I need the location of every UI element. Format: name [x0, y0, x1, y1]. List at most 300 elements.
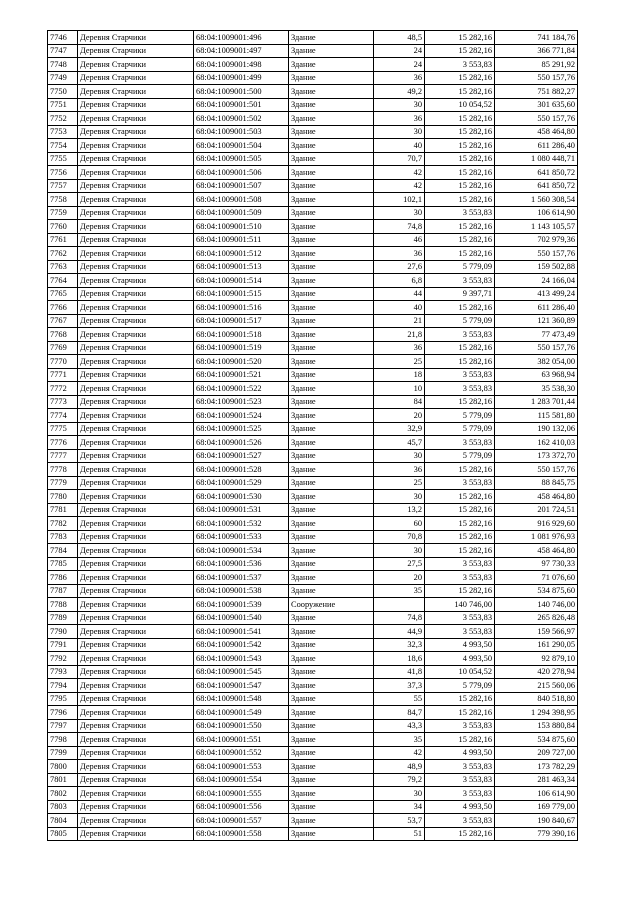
specific-value-cell: 5 779,09: [425, 422, 495, 436]
locality-cell: Деревня Старчики: [78, 760, 194, 774]
area-cell: 30: [374, 787, 425, 801]
locality-cell: Деревня Старчики: [78, 341, 194, 355]
object-type-cell: Здание: [289, 530, 374, 544]
area-cell: 42: [374, 746, 425, 760]
locality-cell: Деревня Старчики: [78, 449, 194, 463]
cadastral-value-cell: 190 840,67: [495, 814, 578, 828]
cadastral-number-cell: 68:04:1009001:496: [194, 31, 289, 45]
table-row: [48, 733, 578, 747]
row-number: 7792: [48, 652, 78, 666]
table-row: [48, 517, 578, 531]
area-cell: 21,8: [374, 328, 425, 342]
specific-value-cell: 15 282,16: [425, 517, 495, 531]
row-number: 7763: [48, 260, 78, 274]
object-type-cell: Здание: [289, 260, 374, 274]
specific-value-cell: 15 282,16: [425, 179, 495, 193]
cadastral-number-cell: 68:04:1009001:540: [194, 611, 289, 625]
object-type-cell: Здание: [289, 71, 374, 85]
locality-cell: Деревня Старчики: [78, 611, 194, 625]
locality-cell: Деревня Старчики: [78, 746, 194, 760]
table-row: [48, 584, 578, 598]
specific-value-cell: 3 553,83: [425, 719, 495, 733]
cadastral-value-cell: 420 278,94: [495, 665, 578, 679]
row-number: 7800: [48, 760, 78, 774]
row-number: 7782: [48, 517, 78, 531]
object-type-cell: Здание: [289, 328, 374, 342]
area-cell: 42: [374, 179, 425, 193]
object-type-cell: Здание: [289, 220, 374, 234]
table-row: [48, 274, 578, 288]
object-type-cell: Здание: [289, 746, 374, 760]
cadastral-number-cell: 68:04:1009001:519: [194, 341, 289, 355]
cadastral-number-cell: 68:04:1009001:525: [194, 422, 289, 436]
cadastral-number-cell: 68:04:1009001:549: [194, 706, 289, 720]
specific-value-cell: 4 993,50: [425, 800, 495, 814]
specific-value-cell: 15 282,16: [425, 233, 495, 247]
row-number: 7748: [48, 58, 78, 72]
locality-cell: Деревня Старчики: [78, 98, 194, 112]
area-cell: 36: [374, 112, 425, 126]
locality-cell: Деревня Старчики: [78, 58, 194, 72]
row-number: 7778: [48, 463, 78, 477]
locality-cell: Деревня Старчики: [78, 598, 194, 612]
area-cell: 35: [374, 733, 425, 747]
specific-value-cell: 4 993,50: [425, 746, 495, 760]
cadastral-number-cell: 68:04:1009001:556: [194, 800, 289, 814]
specific-value-cell: 3 553,83: [425, 557, 495, 571]
cadastral-number-cell: 68:04:1009001:536: [194, 557, 289, 571]
specific-value-cell: 15 282,16: [425, 31, 495, 45]
table-row: [48, 719, 578, 733]
area-cell: 27,6: [374, 260, 425, 274]
specific-value-cell: 15 282,16: [425, 85, 495, 99]
area-cell: 35: [374, 584, 425, 598]
area-cell: 20: [374, 571, 425, 585]
locality-cell: Деревня Старчики: [78, 31, 194, 45]
area-cell: 84,7: [374, 706, 425, 720]
cadastral-number-cell: 68:04:1009001:543: [194, 652, 289, 666]
table-row: [48, 679, 578, 693]
cadastral-value-cell: 550 157,76: [495, 463, 578, 477]
specific-value-cell: 15 282,16: [425, 395, 495, 409]
area-cell: 40: [374, 301, 425, 315]
locality-cell: Деревня Старчики: [78, 652, 194, 666]
cadastral-number-cell: 68:04:1009001:523: [194, 395, 289, 409]
table-row: [48, 247, 578, 261]
object-type-cell: Здание: [289, 719, 374, 733]
row-number: 7781: [48, 503, 78, 517]
row-number: 7760: [48, 220, 78, 234]
area-cell: 37,3: [374, 679, 425, 693]
row-number: 7752: [48, 112, 78, 126]
specific-value-cell: 15 282,16: [425, 220, 495, 234]
table-row: [48, 71, 578, 85]
cadastral-number-cell: 68:04:1009001:499: [194, 71, 289, 85]
table-row: [48, 193, 578, 207]
table-row: [48, 179, 578, 193]
object-type-cell: Здание: [289, 139, 374, 153]
area-cell: 36: [374, 341, 425, 355]
cadastral-number-cell: 68:04:1009001:548: [194, 692, 289, 706]
row-number: 7746: [48, 31, 78, 45]
cadastral-number-cell: 68:04:1009001:513: [194, 260, 289, 274]
cadastral-number-cell: 68:04:1009001:553: [194, 760, 289, 774]
specific-value-cell: 15 282,16: [425, 706, 495, 720]
object-type-cell: Здание: [289, 355, 374, 369]
table-row: [48, 382, 578, 396]
area-cell: 20: [374, 409, 425, 423]
cadastral-value-cell: 1 143 105,57: [495, 220, 578, 234]
area-cell: 30: [374, 206, 425, 220]
row-number: 7772: [48, 382, 78, 396]
cadastral-value-cell: 1 294 398,95: [495, 706, 578, 720]
row-number: 7768: [48, 328, 78, 342]
object-type-cell: Здание: [289, 611, 374, 625]
area-cell: 36: [374, 71, 425, 85]
cadastral-number-cell: 68:04:1009001:501: [194, 98, 289, 112]
locality-cell: Деревня Старчики: [78, 368, 194, 382]
row-number: 7790: [48, 625, 78, 639]
object-type-cell: Здание: [289, 409, 374, 423]
row-number: 7753: [48, 125, 78, 139]
table-row: [48, 233, 578, 247]
specific-value-cell: 15 282,16: [425, 733, 495, 747]
table-row: [48, 800, 578, 814]
specific-value-cell: 3 553,83: [425, 382, 495, 396]
table-row: [48, 746, 578, 760]
cadastral-number-cell: 68:04:1009001:507: [194, 179, 289, 193]
area-cell: 43,3: [374, 719, 425, 733]
cadastral-number-cell: 68:04:1009001:505: [194, 152, 289, 166]
area-cell: 74,8: [374, 611, 425, 625]
locality-cell: Деревня Старчики: [78, 530, 194, 544]
cadastral-value-cell: 161 290,05: [495, 638, 578, 652]
area-cell: 30: [374, 98, 425, 112]
cadastral-value-cell: 173 782,29: [495, 760, 578, 774]
specific-value-cell: 15 282,16: [425, 692, 495, 706]
cadastral-value-cell: 611 286,40: [495, 139, 578, 153]
specific-value-cell: 15 282,16: [425, 544, 495, 558]
area-cell: 24: [374, 44, 425, 58]
table-row: [48, 422, 578, 436]
row-number: 7773: [48, 395, 78, 409]
specific-value-cell: 15 282,16: [425, 152, 495, 166]
table-row: [48, 611, 578, 625]
object-type-cell: Здание: [289, 44, 374, 58]
table-row: [48, 436, 578, 450]
locality-cell: Деревня Старчики: [78, 139, 194, 153]
table-row: [48, 152, 578, 166]
row-number: 7791: [48, 638, 78, 652]
locality-cell: Деревня Старчики: [78, 112, 194, 126]
locality-cell: Деревня Старчики: [78, 625, 194, 639]
cadastral-value-cell: 159 566,97: [495, 625, 578, 639]
row-number: 7780: [48, 490, 78, 504]
table-row: [48, 827, 578, 841]
locality-cell: Деревня Старчики: [78, 328, 194, 342]
table-row: [48, 652, 578, 666]
row-number: 7794: [48, 679, 78, 693]
specific-value-cell: 3 553,83: [425, 476, 495, 490]
cadastral-value-cell: 840 518,80: [495, 692, 578, 706]
table-row: [48, 544, 578, 558]
row-number: 7799: [48, 746, 78, 760]
row-number: 7762: [48, 247, 78, 261]
table-row: [48, 314, 578, 328]
table-row: [48, 773, 578, 787]
object-type-cell: Здание: [289, 625, 374, 639]
object-type-cell: Здание: [289, 314, 374, 328]
cadastral-number-cell: 68:04:1009001:508: [194, 193, 289, 207]
table-row: [48, 260, 578, 274]
cadastral-number-cell: 68:04:1009001:498: [194, 58, 289, 72]
row-number: 7747: [48, 44, 78, 58]
locality-cell: Деревня Старчики: [78, 733, 194, 747]
cadastral-value-cell: 550 157,76: [495, 71, 578, 85]
specific-value-cell: 3 553,83: [425, 571, 495, 585]
cadastral-number-cell: 68:04:1009001:532: [194, 517, 289, 531]
locality-cell: Деревня Старчики: [78, 787, 194, 801]
object-type-cell: Здание: [289, 760, 374, 774]
specific-value-cell: 15 282,16: [425, 71, 495, 85]
locality-cell: Деревня Старчики: [78, 719, 194, 733]
row-number: 7783: [48, 530, 78, 544]
table-row: [48, 301, 578, 315]
locality-cell: Деревня Старчики: [78, 206, 194, 220]
specific-value-cell: 3 553,83: [425, 787, 495, 801]
row-number: 7776: [48, 436, 78, 450]
cadastral-number-cell: 68:04:1009001:522: [194, 382, 289, 396]
area-cell: 46: [374, 233, 425, 247]
table-row: [48, 692, 578, 706]
table-row: [48, 368, 578, 382]
table-row: [48, 31, 578, 45]
locality-cell: Деревня Старчики: [78, 409, 194, 423]
locality-cell: Деревня Старчики: [78, 490, 194, 504]
row-number: 7755: [48, 152, 78, 166]
table-row: [48, 665, 578, 679]
table-body: [48, 31, 578, 841]
cadastral-value-cell: 741 184,76: [495, 31, 578, 45]
cadastral-number-cell: 68:04:1009001:538: [194, 584, 289, 598]
object-type-cell: Здание: [289, 233, 374, 247]
cadastral-value-cell: 550 157,76: [495, 341, 578, 355]
locality-cell: Деревня Старчики: [78, 638, 194, 652]
table-row: [48, 571, 578, 585]
cadastral-number-cell: 68:04:1009001:547: [194, 679, 289, 693]
cadastral-value-cell: 458 464,80: [495, 125, 578, 139]
table-row: [48, 341, 578, 355]
specific-value-cell: 3 553,83: [425, 814, 495, 828]
cadastral-value-cell: 366 771,84: [495, 44, 578, 58]
specific-value-cell: 5 779,09: [425, 409, 495, 423]
cadastral-value-cell: 35 538,30: [495, 382, 578, 396]
specific-value-cell: 4 993,50: [425, 638, 495, 652]
cadastral-number-cell: 68:04:1009001:530: [194, 490, 289, 504]
locality-cell: Деревня Старчики: [78, 382, 194, 396]
area-cell: 32,9: [374, 422, 425, 436]
object-type-cell: Здание: [289, 814, 374, 828]
cadastral-value-cell: 1 081 976,93: [495, 530, 578, 544]
locality-cell: Деревня Старчики: [78, 800, 194, 814]
specific-value-cell: 10 054,52: [425, 98, 495, 112]
area-cell: 25: [374, 476, 425, 490]
locality-cell: Деревня Старчики: [78, 247, 194, 261]
cadastral-number-cell: 68:04:1009001:541: [194, 625, 289, 639]
object-type-cell: Здание: [289, 733, 374, 747]
locality-cell: Деревня Старчики: [78, 274, 194, 288]
cadastral-number-cell: 68:04:1009001:557: [194, 814, 289, 828]
cadastral-value-cell: 97 730,33: [495, 557, 578, 571]
object-type-cell: Здание: [289, 449, 374, 463]
cadastral-number-cell: 68:04:1009001:554: [194, 773, 289, 787]
area-cell: 36: [374, 247, 425, 261]
cadastral-number-cell: 68:04:1009001:537: [194, 571, 289, 585]
specific-value-cell: 15 282,16: [425, 530, 495, 544]
object-type-cell: Здание: [289, 557, 374, 571]
specific-value-cell: 5 779,09: [425, 260, 495, 274]
cadastral-value-cell: 63 968,94: [495, 368, 578, 382]
locality-cell: Деревня Старчики: [78, 827, 194, 841]
object-type-cell: Здание: [289, 31, 374, 45]
object-type-cell: Здание: [289, 98, 374, 112]
object-type-cell: Здание: [289, 800, 374, 814]
object-type-cell: Здание: [289, 692, 374, 706]
area-cell: 51: [374, 827, 425, 841]
cadastral-value-cell: 1 080 448,71: [495, 152, 578, 166]
table-row: [48, 476, 578, 490]
object-type-cell: Здание: [289, 85, 374, 99]
cadastral-value-cell: 106 614,90: [495, 787, 578, 801]
area-cell: 60: [374, 517, 425, 531]
area-cell: 55: [374, 692, 425, 706]
object-type-cell: Здание: [289, 476, 374, 490]
row-number: 7769: [48, 341, 78, 355]
object-type-cell: Здание: [289, 517, 374, 531]
cadastral-number-cell: 68:04:1009001:506: [194, 166, 289, 180]
specific-value-cell: 15 282,16: [425, 139, 495, 153]
table-row: [48, 125, 578, 139]
cadastral-number-cell: 68:04:1009001:529: [194, 476, 289, 490]
row-number: 7770: [48, 355, 78, 369]
specific-value-cell: 15 282,16: [425, 125, 495, 139]
cadastral-value-cell: 85 291,92: [495, 58, 578, 72]
area-cell: 53,7: [374, 814, 425, 828]
object-type-cell: Здание: [289, 773, 374, 787]
object-type-cell: Здание: [289, 206, 374, 220]
cadastral-number-cell: 68:04:1009001:512: [194, 247, 289, 261]
row-number: 7805: [48, 827, 78, 841]
cadastral-number-cell: 68:04:1009001:550: [194, 719, 289, 733]
area-cell: 21: [374, 314, 425, 328]
cadastral-number-cell: 68:04:1009001:545: [194, 665, 289, 679]
row-number: 7775: [48, 422, 78, 436]
property-registry-table: [47, 30, 578, 841]
area-cell: 30: [374, 125, 425, 139]
cadastral-value-cell: 1 560 308,54: [495, 193, 578, 207]
cadastral-number-cell: 68:04:1009001:528: [194, 463, 289, 477]
specific-value-cell: 3 553,83: [425, 436, 495, 450]
table-row: [48, 638, 578, 652]
object-type-cell: Сооружение: [289, 598, 374, 612]
locality-cell: Деревня Старчики: [78, 584, 194, 598]
specific-value-cell: 3 553,83: [425, 611, 495, 625]
locality-cell: Деревня Старчики: [78, 355, 194, 369]
row-number: 7757: [48, 179, 78, 193]
specific-value-cell: 3 553,83: [425, 206, 495, 220]
table-row: [48, 44, 578, 58]
locality-cell: Деревня Старчики: [78, 193, 194, 207]
area-cell: 6,8: [374, 274, 425, 288]
object-type-cell: Здание: [289, 422, 374, 436]
specific-value-cell: 5 779,09: [425, 679, 495, 693]
object-type-cell: Здание: [289, 503, 374, 517]
locality-cell: Деревня Старчики: [78, 773, 194, 787]
area-cell: 48,9: [374, 760, 425, 774]
specific-value-cell: 15 282,16: [425, 112, 495, 126]
area-cell: 42: [374, 166, 425, 180]
locality-cell: Деревня Старчики: [78, 44, 194, 58]
area-cell: 30: [374, 544, 425, 558]
table-row: [48, 355, 578, 369]
row-number: 7804: [48, 814, 78, 828]
row-number: 7802: [48, 787, 78, 801]
cadastral-value-cell: 779 390,16: [495, 827, 578, 841]
area-cell: 32,3: [374, 638, 425, 652]
specific-value-cell: 3 553,83: [425, 773, 495, 787]
locality-cell: Деревня Старчики: [78, 422, 194, 436]
cadastral-value-cell: 611 286,40: [495, 301, 578, 315]
cadastral-number-cell: 68:04:1009001:552: [194, 746, 289, 760]
cadastral-number-cell: 68:04:1009001:555: [194, 787, 289, 801]
area-cell: 79,2: [374, 773, 425, 787]
specific-value-cell: 15 282,16: [425, 490, 495, 504]
object-type-cell: Здание: [289, 382, 374, 396]
table-row: [48, 287, 578, 301]
specific-value-cell: 15 282,16: [425, 503, 495, 517]
row-number: 7749: [48, 71, 78, 85]
table-row: [48, 112, 578, 126]
table-row: [48, 760, 578, 774]
cadastral-value-cell: 550 157,76: [495, 112, 578, 126]
table-row: [48, 220, 578, 234]
cadastral-value-cell: 641 850,72: [495, 166, 578, 180]
specific-value-cell: 4 993,50: [425, 652, 495, 666]
cadastral-number-cell: 68:04:1009001:520: [194, 355, 289, 369]
locality-cell: Деревня Старчики: [78, 314, 194, 328]
table-row: [48, 814, 578, 828]
table-row: [48, 787, 578, 801]
cadastral-value-cell: 115 581,80: [495, 409, 578, 423]
area-cell: 27,5: [374, 557, 425, 571]
table-row: [48, 557, 578, 571]
table-row: [48, 328, 578, 342]
area-cell: 18: [374, 368, 425, 382]
specific-value-cell: 15 282,16: [425, 463, 495, 477]
table-row: [48, 85, 578, 99]
cadastral-number-cell: 68:04:1009001:518: [194, 328, 289, 342]
row-number: 7758: [48, 193, 78, 207]
locality-cell: Деревня Старчики: [78, 166, 194, 180]
object-type-cell: Здание: [289, 436, 374, 450]
object-type-cell: Здание: [289, 827, 374, 841]
row-number: 7798: [48, 733, 78, 747]
locality-cell: Деревня Старчики: [78, 233, 194, 247]
area-cell: 18,6: [374, 652, 425, 666]
specific-value-cell: 15 282,16: [425, 827, 495, 841]
cadastral-value-cell: 173 372,70: [495, 449, 578, 463]
locality-cell: Деревня Старчики: [78, 301, 194, 315]
